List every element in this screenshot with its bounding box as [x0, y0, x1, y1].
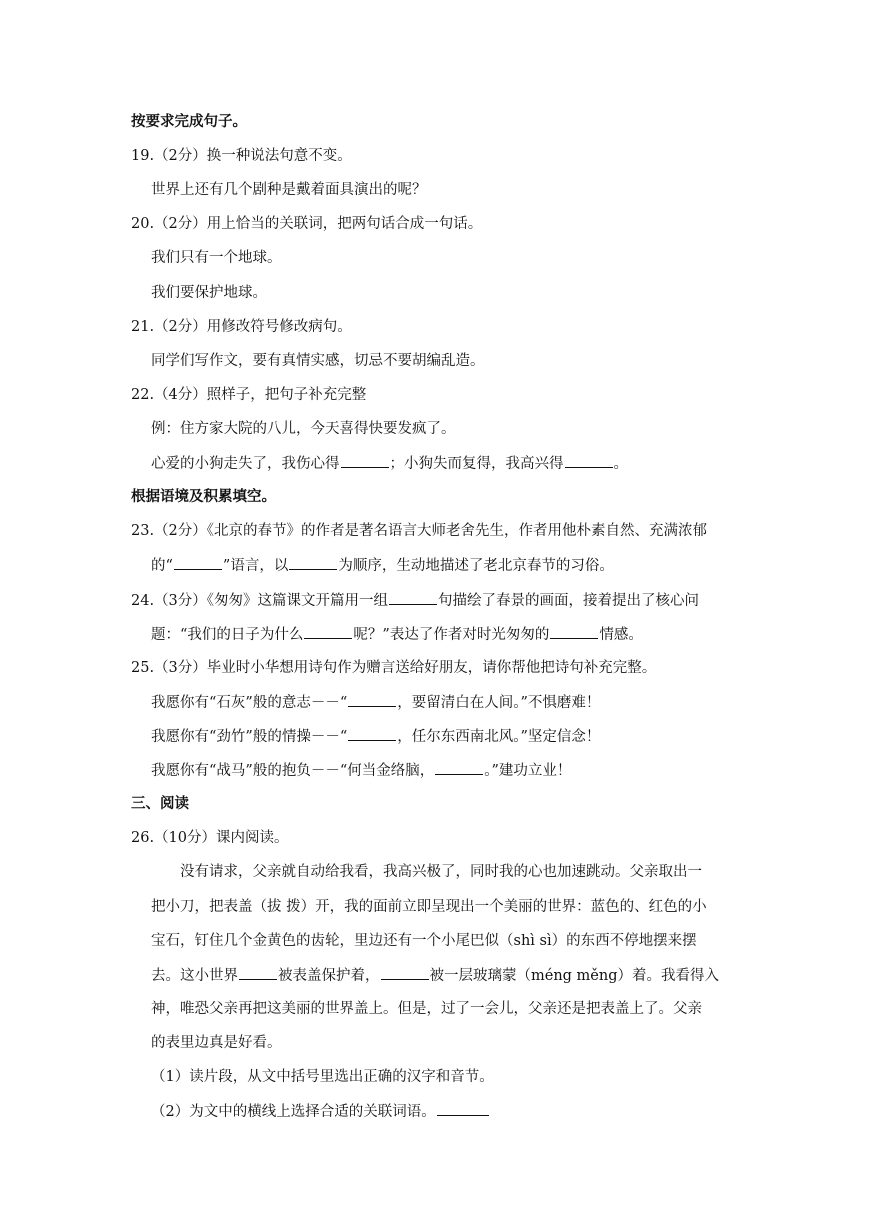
- q24-part-5: 情感。: [599, 627, 643, 643]
- q23-part-2: ”语言，以: [222, 558, 289, 574]
- q24-line-2: [151, 624, 643, 645]
- q24-part-4: 呢？”表达了作者对时光匆匆的: [353, 627, 550, 643]
- q26-sub-question-2: [151, 1101, 490, 1122]
- q21-stem: 21.（2分）用修改符号修改病句。: [131, 319, 352, 335]
- q24-blank-1[interactable]: [389, 590, 437, 605]
- q25-b-part-2: ，任尔东西南北风。”坚定信念！: [397, 729, 601, 745]
- q26-blank-1[interactable]: [239, 965, 277, 980]
- q25-c-part-1: 我愿你有“战马”般的抱负－－“何当金络脑，: [151, 763, 435, 779]
- q26-passage-line-1: 没有请求，父亲就自动给我看，我高兴极了，同时我的心也加速跳动。父亲取出一: [180, 864, 702, 880]
- q25-blank-2[interactable]: [348, 726, 396, 741]
- q25-blank-3[interactable]: [435, 760, 483, 775]
- q22-blank-2[interactable]: [565, 453, 613, 468]
- q25-line-a: [151, 692, 600, 713]
- q22-blank-1[interactable]: [341, 453, 389, 468]
- q22-part-2: ；小狗失而复得，我高兴得: [389, 456, 564, 472]
- q25-line-b: [151, 726, 600, 747]
- q24-blank-3[interactable]: [550, 624, 598, 639]
- q26-passage-line-6: 的表里边真是好看。: [151, 1035, 282, 1051]
- section-heading-reading: 三、阅读: [131, 796, 189, 812]
- q22-fill-line: [151, 453, 628, 474]
- q26-passage-line-2: 把小刀，把表盖（拔 拨）开，我的面前立即呈现出一个美丽的世界：蓝色的、红色的小: [151, 899, 707, 915]
- section-heading-fill: 根据语境及积累填空。: [131, 489, 276, 505]
- q23-blank-1[interactable]: [174, 555, 222, 570]
- q20-stem: 20.（2分）用上恰当的关联词，把两句话合成一句话。: [131, 216, 483, 232]
- q25-a-part-1: 我愿你有“石灰”般的意志－－“: [151, 695, 348, 711]
- q23-part-3: 为顺序，生动地描述了老北京春节的习俗。: [338, 558, 614, 574]
- q26-l4-part-3: 被一层玻璃蒙（méng měng）着。我看得入: [429, 968, 720, 984]
- q22-stem: 22.（4分）照样子，把句子补充完整: [131, 387, 367, 403]
- q26-blank-2[interactable]: [381, 965, 429, 980]
- q26-l4-part-2: 被表盖保护着，: [278, 968, 380, 984]
- q22-example: 例：住方家大院的八儿，今天喜得快要发疯了。: [151, 421, 456, 437]
- q20-sentence-1: 我们只有一个地球。: [151, 250, 282, 266]
- q26-sub2-text: （2）为文中的横线上选择合适的关联词语。: [151, 1104, 436, 1120]
- q25-line-c: [151, 760, 571, 781]
- q22-part-3: 。: [613, 456, 628, 472]
- q26-sub2-blank[interactable]: [437, 1101, 489, 1116]
- q19-text: 世界上还有几个剧种是戴着面具演出的呢？: [151, 182, 427, 198]
- q24-blank-2[interactable]: [304, 624, 352, 639]
- q23-part-1: 的“: [151, 558, 173, 574]
- q26-passage-line-3: 宝石，钉住几个金黄色的齿轮，里边还有一个小尾巴似（shì sì）的东西不停地摆来摆: [151, 933, 697, 949]
- q23-blank-2[interactable]: [289, 555, 337, 570]
- q24-line-1: [131, 590, 699, 611]
- q20-sentence-2: 我们要保护地球。: [151, 285, 267, 301]
- q26-passage-line-4: [151, 965, 719, 986]
- q23-line-1: 23.（2分）《北京的春节》的作者是著名语言大师老舍先生，作者用他朴素自然、充满浓郁: [131, 523, 708, 539]
- q26-sub-question-1: （1）读片段，从文中括号里选出正确的汉字和音节。: [151, 1069, 494, 1085]
- q26-passage-line-5: 神，唯恐父亲再把这美丽的世界盖上。但是，过了一会儿，父亲还是把表盖上了。父亲: [151, 1001, 702, 1017]
- q26-stem: 26.（10分）课内阅读。: [131, 830, 289, 846]
- q23-line-2: [151, 555, 614, 576]
- q25-blank-1[interactable]: [348, 692, 396, 707]
- q25-stem: 25.（3分）毕业时小华想用诗句作为赠言送给好朋友，请你帮他把诗句补充完整。: [131, 660, 657, 676]
- q26-l4-part-1: 去。这小世界: [151, 968, 238, 984]
- q24-part-3: 题：“我们的日子为什么: [151, 627, 304, 643]
- q19-stem: 19.（2分）换一种说法句意不变。: [131, 148, 352, 164]
- q25-a-part-2: ，要留清白在人间。”不惧磨难！: [397, 695, 601, 711]
- q24-part-1: 24.（3分）《匆匆》这篇课文开篇用一组: [131, 593, 389, 609]
- q24-part-2: 句描绘了春景的画面，接着提出了核心问: [438, 593, 700, 609]
- q25-c-part-2: 。”建功立业！: [484, 763, 572, 779]
- q21-text: 同学们写作文，要有真情实感，切忌不要胡编乱造。: [151, 353, 485, 369]
- q22-part-1: 心爱的小狗走失了，我伤心得: [151, 456, 340, 472]
- section-heading-sentences: 按要求完成句子。: [131, 114, 247, 130]
- q25-b-part-1: 我愿你有“劲竹”般的情操－－“: [151, 729, 348, 745]
